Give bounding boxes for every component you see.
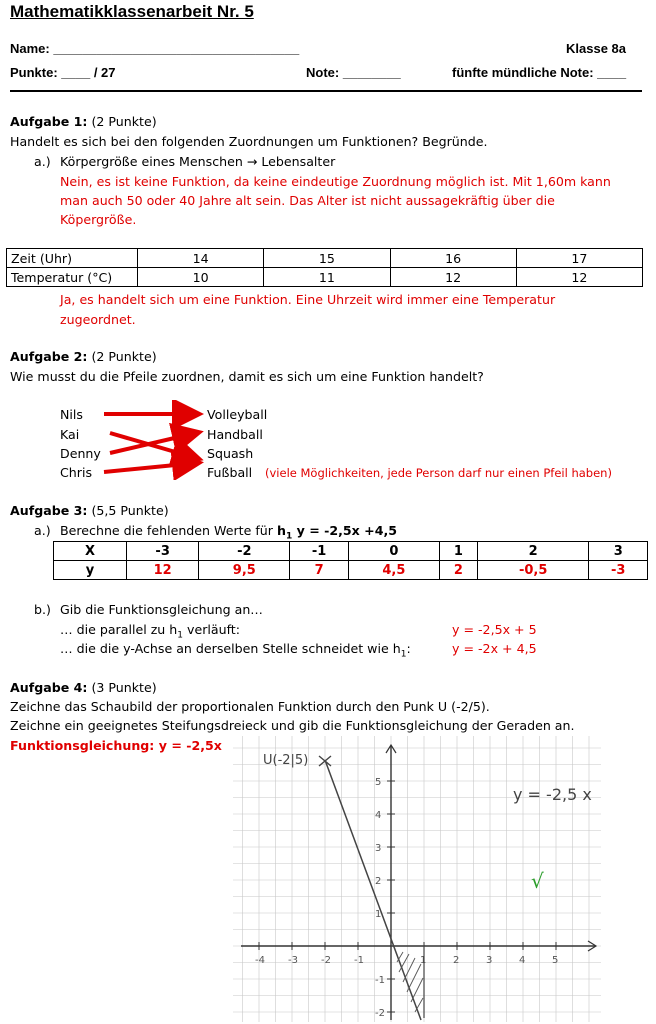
task-3b-1-prefix: … die parallel zu h — [60, 622, 178, 637]
task-4-line-1: Zeichne das Schaubild der proportionalen Funktion durch den Punk U (-2/5). — [10, 699, 490, 714]
table-cell: -1 — [290, 542, 349, 561]
task-3b-2-answer: y = -2x + 4,5 — [452, 641, 537, 656]
y-row-label: y — [54, 561, 127, 580]
check-mark-icon: √ — [531, 869, 544, 893]
x-tick-label: -4 — [255, 955, 265, 966]
table-row — [54, 542, 648, 561]
task-3b-2-text — [60, 641, 411, 660]
task-3a-label: a.) — [34, 523, 51, 538]
table-cell: 3 — [589, 542, 648, 561]
task-3b-2-prefix: … die die y-Achse an derselben Stelle schneidet wie h — [60, 641, 401, 656]
task-4-title: Aufgabe 4: — [10, 680, 88, 695]
table-cell: 1 — [439, 542, 477, 561]
table-row — [7, 268, 643, 287]
task-1b-answer-line-2: zugeordnet. — [60, 312, 136, 327]
points-field-label: Punkte: ____ / 27 — [10, 65, 116, 80]
name-field-label: Name: __________________________________ — [10, 41, 300, 56]
graph-equation-label: y = -2,5 x — [513, 785, 592, 804]
task-3b-2-suffix: : — [406, 641, 411, 656]
y-tick-label: 3 — [375, 843, 382, 854]
task-2-title: Aufgabe 2: — [10, 349, 88, 364]
person-nils: Nils — [60, 407, 83, 422]
task-1b-answer-line-1: Ja, es handelt sich um eine Funktion. Eine Uhrzeit wird immer eine Temperatur — [60, 292, 556, 307]
table-row — [54, 561, 648, 580]
x-tick-label: 4 — [519, 955, 526, 966]
row-label-temperature: Temperatur (°C) — [7, 268, 138, 287]
x-tick-label: 5 — [552, 955, 559, 966]
task-2-points: (2 Punkte) — [87, 349, 157, 364]
table-cell: 2 — [477, 542, 589, 561]
x-row-label: X — [54, 542, 127, 561]
table-cell: 12 — [390, 268, 516, 287]
task-3-points: (5,5 Punkte) — [87, 503, 169, 518]
task-3a-text — [60, 523, 397, 542]
x-tick-labels — [255, 955, 558, 966]
y-tick-label: 1 — [375, 909, 382, 920]
y-tick-label: 5 — [375, 777, 382, 788]
task-3-title: Aufgabe 3: — [10, 503, 88, 518]
table-cell: 9,5 — [199, 561, 290, 580]
task-3b-label: b.) — [34, 602, 51, 617]
task-3b-1-answer: y = -2,5x + 5 — [452, 622, 537, 637]
x-tick-label: -1 — [354, 955, 364, 966]
y-tick-label: -1 — [375, 975, 385, 986]
task-4-points: (3 Punkte) — [87, 680, 157, 695]
task-1-question: Handelt es sich bei den folgenden Zuordnungen um Funktionen? Begründe. — [10, 134, 488, 149]
function-name: h — [276, 523, 286, 538]
y-tick-label: 4 — [375, 810, 382, 821]
task-3b-1-suffix: verläuft: — [183, 622, 240, 637]
table-cell: 4,5 — [348, 561, 439, 580]
table-cell: -0,5 — [477, 561, 589, 580]
assignment-arrows — [96, 400, 208, 480]
task-3b-text: Gib die Funktionsgleichung an… — [60, 602, 263, 617]
function-equation: y = -2,5x +4,5 — [292, 523, 398, 538]
table-row — [7, 249, 643, 268]
sport-handball: Handball — [207, 427, 263, 442]
x-tick-label: 3 — [486, 955, 493, 966]
table-cell: 2 — [439, 561, 477, 580]
task-1a-answer-line-3: Köpergröße. — [60, 212, 137, 227]
arrow-chris-fussball — [104, 463, 196, 472]
person-kai: Kai — [60, 427, 80, 442]
point-u-label: U(-2|5) — [263, 753, 309, 768]
y-tick-label: 2 — [375, 876, 382, 887]
table-cell: 15 — [264, 249, 390, 268]
sport-volleyball: Volleyball — [207, 407, 268, 422]
task-4-answer: Funktionsgleichung: y = -2,5x — [10, 738, 222, 753]
table-cell: -3 — [127, 542, 199, 561]
page-title: Mathematikklassenarbeit Nr. 5 — [10, 2, 254, 21]
function-subscript: 1 — [285, 531, 293, 542]
task-3b-1-subscript: 1 — [177, 630, 184, 641]
value-table — [53, 541, 648, 580]
table-cell: 7 — [290, 561, 349, 580]
task-4-line-2: Zeichne ein geeignetes Steifungsdreieck und gib die Funktionsgleichung der Geraden an. — [10, 718, 575, 733]
task-1a-text: Körpergröße eines Menschen → Lebensalter — [60, 154, 336, 169]
task-1a-answer-line-1: Nein, es ist keine Funktion, da keine eindeutige Zuordnung möglich ist. Mit 1,60m kann — [60, 174, 611, 189]
table-cell: 14 — [138, 249, 264, 268]
x-tick-label: -2 — [321, 955, 331, 966]
sport-squash: Squash — [207, 446, 254, 461]
table-cell: 11 — [264, 268, 390, 287]
table-cell: 17 — [516, 249, 642, 268]
task-3b-1-text — [60, 622, 240, 641]
table-cell: 0 — [348, 542, 439, 561]
table-cell: -2 — [199, 542, 290, 561]
table-cell: 16 — [390, 249, 516, 268]
task-1-points: (2 Punkte) — [87, 114, 157, 129]
time-temperature-table — [6, 248, 643, 287]
table-cell: 12 — [516, 268, 642, 287]
task-2-heading — [10, 349, 157, 364]
task-3a-instruction: Berechne die fehlenden Werte für — [60, 523, 273, 538]
task-2-note: (viele Möglichkeiten, jede Person darf nur einen Pfeil haben) — [265, 466, 612, 480]
task-2-question: Wie musst du die Pfeile zuordnen, damit es sich um eine Funktion handelt? — [10, 369, 484, 384]
x-tick-label: 2 — [453, 955, 460, 966]
person-denny: Denny — [60, 446, 101, 461]
header-divider — [10, 90, 642, 92]
row-label-time: Zeit (Uhr) — [7, 249, 138, 268]
class-label: Klasse 8a — [566, 41, 626, 56]
sport-fussball: Fußball — [207, 465, 253, 480]
table-cell: 10 — [138, 268, 264, 287]
task-1-title: Aufgabe 1: — [10, 114, 88, 129]
table-cell: -3 — [589, 561, 648, 580]
x-tick-label: 1 — [420, 955, 427, 966]
y-tick-label: -2 — [375, 1008, 385, 1019]
person-chris: Chris — [60, 465, 93, 480]
task-4-heading — [10, 680, 157, 695]
oral-grade-label: fünfte mündliche Note: ____ — [452, 65, 627, 80]
grade-field-label: Note: ________ — [306, 65, 401, 80]
graph-grid — [233, 736, 601, 1022]
task-1a-label: a.) — [34, 154, 51, 169]
hand-drawn-graph — [233, 736, 601, 1022]
table-cell: 12 — [127, 561, 199, 580]
task-1-heading — [10, 114, 157, 129]
x-tick-label: -3 — [288, 955, 298, 966]
task-3-heading — [10, 503, 169, 518]
task-3b-2-subscript: 1 — [400, 649, 407, 660]
function-line — [325, 760, 421, 1020]
task-1a-answer-line-2: man auch 50 oder 40 Jahre alt sein. Das Alter ist nicht aussagekräftig über die — [60, 193, 555, 208]
